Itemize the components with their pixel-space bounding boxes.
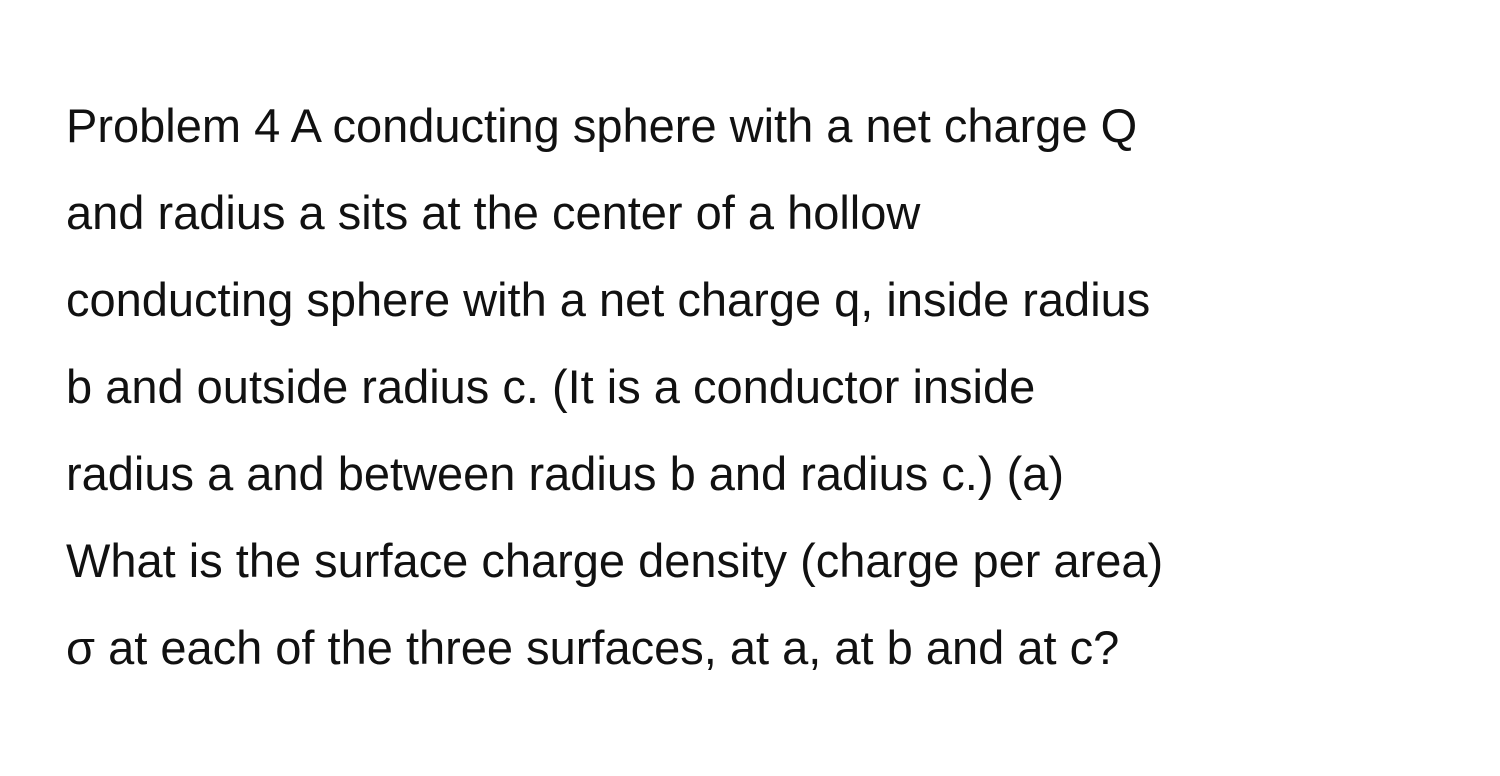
problem-line: What is the surface charge density (charge per area) <box>66 534 1164 587</box>
problem-line: Problem 4 A conducting sphere with a net charge Q <box>66 99 1138 152</box>
problem-statement <box>66 82 1446 691</box>
problem-line: conducting sphere with a net charge q, inside radius <box>66 273 1151 326</box>
problem-line: radius a and between radius b and radius c.) (a) <box>66 447 1065 500</box>
problem-line: σ at each of the three surfaces, at a, at b and at c? <box>66 621 1120 674</box>
problem-line: and radius a sits at the center of a hollow <box>66 186 921 239</box>
problem-line: b and outside radius c. (It is a conductor inside <box>66 360 1036 413</box>
